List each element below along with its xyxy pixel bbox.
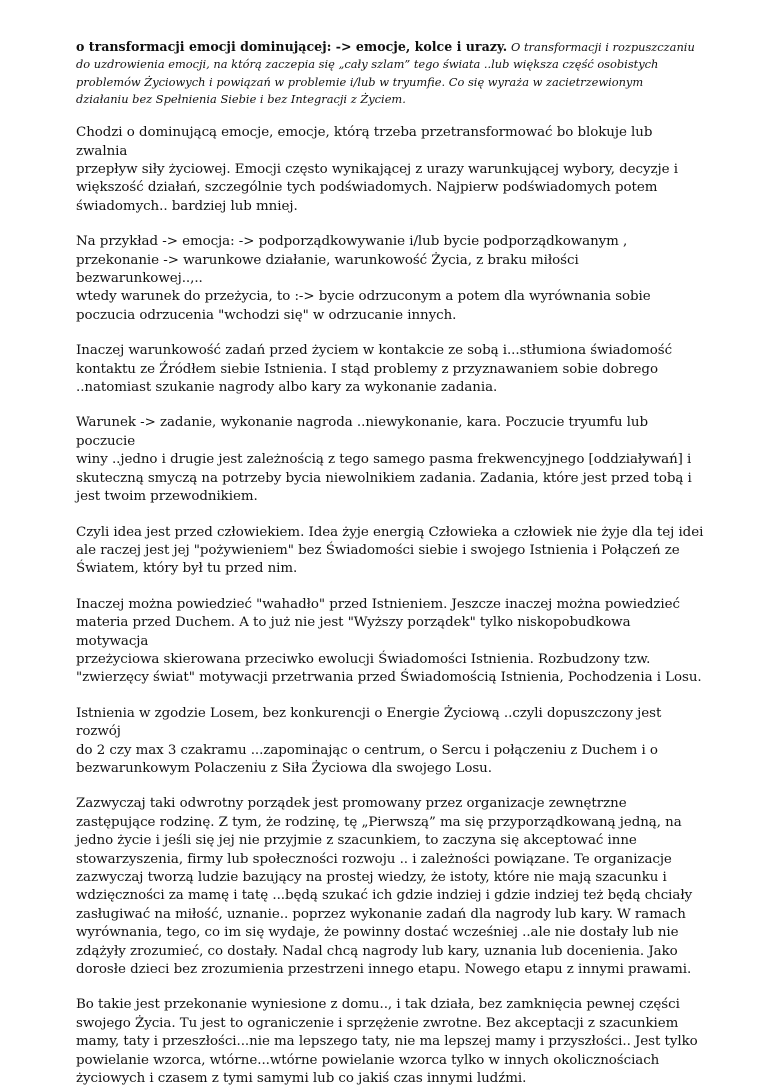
paragraph-8: Zazwyczaj taki odwrotny porządek jest promowany przez organizacje zewnętrzne zastępujące rodzinę. Z tym, że rodzinę, tę „Pierwszą” ma się przyporządkowaną jedną, na jedno życie i jeśli się jej nie przyjmie z szacunkiem, to zaczyna się akceptować inne stowarzyszenia, firmy lub społeczności rozwoju .. i zależności powiązane. Te organizacje zazwyczaj tworzą ludzie bazujący na prostej wiedzy, że istoty, które nie mają szacunku i wdzięczności za mamę i tatę ...będą szukać ich gdzie indziej i gdzie indziej też będą chciały zasługiwać na miłość, uznanie.. poprzez wykonanie zadań dla nagrody lub kary. W ramach wyrównania, tego, co im się wydaje, że powinny dostać wcześniej ..ale nie dostały lub nie zdążyły zrozumieć, co dostały. Nadal chcą nagrody lub kary, uznania lub docenienia. Jako dorosłe dzieci bez zrozumienia przestrzeni innego etapu. Nowego etapu z innymi prawami.: [76, 796, 693, 978]
paragraph-1: Chodzi o dominującą emocje, emocje, którą trzeba przetransformować bo blokuje lub zwalnia przepływ siły życiowej. Emocji często wynikającej z urazy warunkującej wybory, decyzje i większość działań, szczególnie tych podświadomych. Najpierw podświadomych potem świadomych.. bardziej lub mniej.: [76, 125, 678, 214]
paragraph-3: Inaczej warunkowość zadań przed życiem w kontakcie ze sobą i...stłumiona świadomość kontaktu ze Źródłem siebie Istnienia. I stąd problemy z przyznawaniem sobie dobrego ..natomiast szukanie nagrody albo kary za wykonanie zadania.: [76, 343, 673, 396]
paragraph-5: Czyli idea jest przed człowiekiem. Idea żyje energią Człowieka a człowiek nie żyje dla tej idei ale raczej jest jej "pożywieniem" bez Świadomości siebie i swojego Istnienia i Połączeń ze Światem, który był tu przed nim.: [76, 524, 704, 577]
paragraph-4: Warunek -> zadanie, wykonanie nagroda ..niewykonanie, kara. Poczucie tryumfu lub poczucie winy ..jedno i drugie jest zależnością z tego samego pasma frekwencyjnego [oddziaływań] i skuteczną smyczą na potrzeby bycia niewolnikiem zadania. Zadania, które jest przed tobą i jest twoim przewodnikiem.: [76, 415, 692, 505]
document-subtitle: O transformacji i rozpuszczaniu do uzdrowienia emocji, na którą zaczepia się „cały szlam” tego świata ..lub większa część osobistych problemów Życiowych i powiązań w problemie i/lub w tryumfie. Co się wyraża w zacietrzewionym działaniu bez Spełnienia Siebie i bez Integracji z Życiem.: [76, 40, 695, 106]
document-header: [76, 38, 704, 108]
paragraph-6: Inaczej można powiedzieć "wahadło" przed Istnieniem. Jeszcze inaczej można powiedzieć materia przed Duchem. A to już nie jest "Wyższy porządek" tylko niskopobudkowa motywacja przeżyciowa skierowana przeciwko ewolucji Świadomości Istnienia. Rozbudzony tzw. "zwierzęcy świat" motywacji przetrwania przed Świadomością Istnienia, Pochodzenia i Losu.: [76, 596, 702, 686]
paragraph-7: Istnienia w zgodzie Losem, bez konkurencji o Energie Życiową ..czyli dopuszczony jest rozwój do 2 czy max 3 czakramu ...zapominając o centrum, o Sercu i połączeniu z Duchem i o bezwarunkowym Polaczeniu z Siła Życiowa dla swojego Losu.: [76, 705, 662, 776]
document-title: o transformacji emocji dominującej: -> emocje, kolce i urazy.: [76, 39, 508, 54]
paragraph-2: Na przykład -> emocja: -> podporządkowywanie i/lub bycie podporządkowanym , przekonanie -> warunkowe działanie, warunkowość Życia, z braku miłości bezwarunkowej..,.. wtedy warunek do przeżycia, to :-> bycie odrzuconym a potem dla wyrównania sobie poczucia odrzucenia "wchodzi się" w odrzucanie innych.: [76, 234, 651, 323]
paragraph-9: Bo takie jest przekonanie wyniesione z domu.., i tak działa, bez zamknięcia pewnej części swojego Życia. Tu jest to ograniczenie i sprzężenie zwrotne. Bez akceptacji z szacunkiem mamy, taty i przeszłości...nie ma lepszego taty, nie ma lepszej mamy i przyszłości.. Jest tylko powielanie wzorca, wtórne...wtórne powielanie wzorca tylko w innych okolicznościach życiowych i czasem z tymi samymi lub co jakiś czas innymi ludźmi.: [76, 997, 698, 1087]
